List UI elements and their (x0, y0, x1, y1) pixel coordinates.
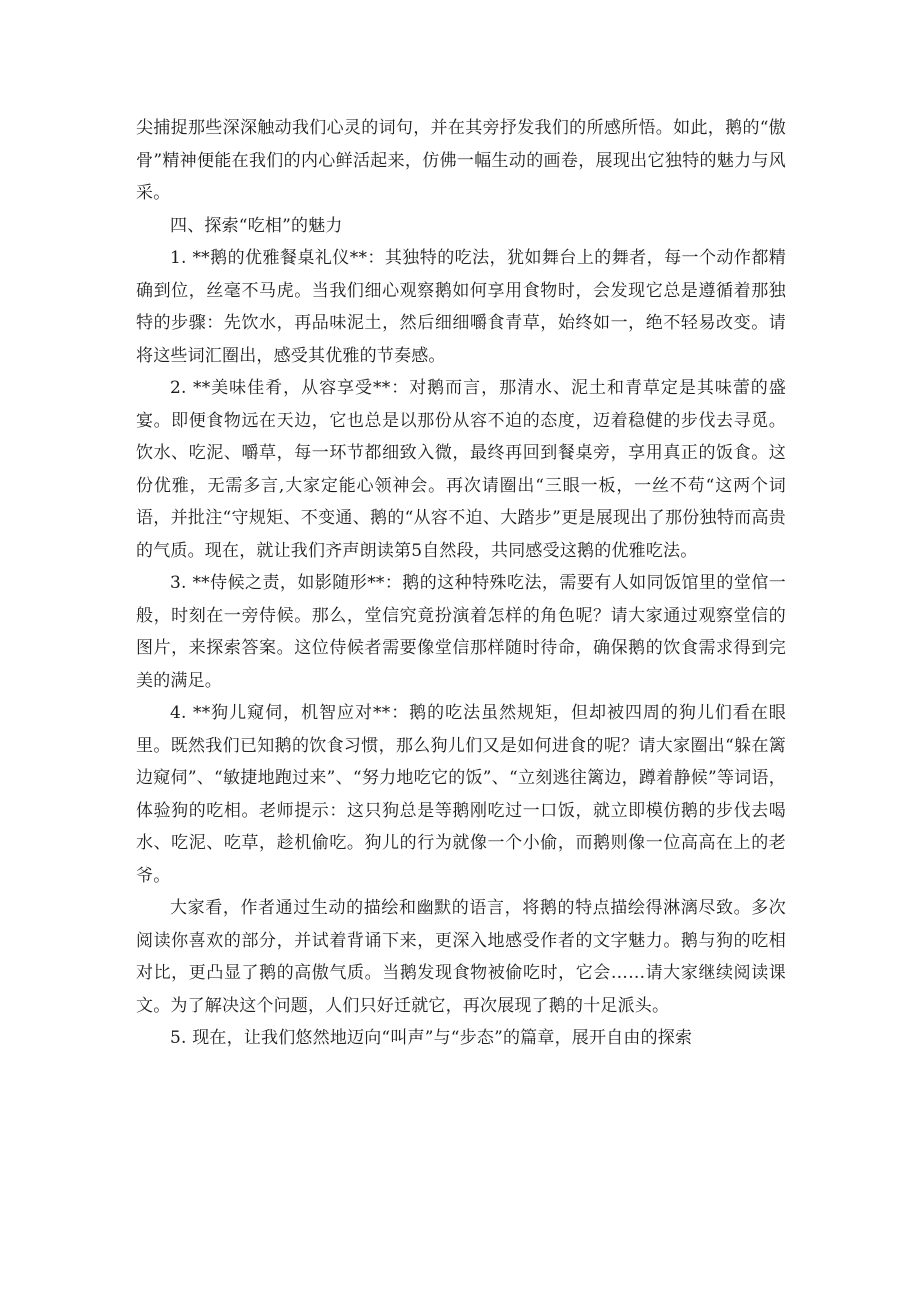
paragraph-item-1: 1. **鹅的优雅餐桌礼仪**：其独特的吃法，犹如舞台上的舞者，每一个动作都精确到位，丝毫不马虎。当我们细心观察鹅如何享用食物时，会发现它总是遵循着那独特的步骤：先饮水，再品味泥土，然后细细嚼食青草，始终如一，绝不轻易改变。请将这些词汇圈出，感受其优雅的节奏感。 (136, 248, 786, 366)
paragraph-item-4: 4. **狗儿窥伺，机智应对**：鹅的吃法虽然规矩，但却被四周的狗儿们看在眼里。既然我们已知鹅的饮食习惯，那么狗儿们又是如何进食的呢？请大家圈出“躲在篱边窥伺”、“敏捷地跑过来”、“努力地吃它的饭”、“立刻逃往篱边，蹲着静候”等词语，体验狗的吃相。老师提示：这只狗总是等鹅刚吃过一口饭，就立即模仿鹅的步伐去喝水、吃泥、吃草，趁机偷吃。狗儿的行为就像一个小偷，而鹅则像一位高高在上的老爷。 (136, 703, 786, 886)
section-heading: 四、探索“吃相”的魅力 (170, 215, 343, 236)
paragraph-item-3: 3. **侍候之责，如影随形**：鹅的这种特殊吃法，需要有人如同饭馆里的堂倌一般，时刻在一旁侍候。那么，堂信究竟扮演着怎样的角色呢？请大家通过观察堂信的图片，来探索答案。这位侍候者需要像堂信那样随时待命，确保鹅的饮食需求得到完美的满足。 (136, 573, 786, 691)
document-body (136, 112, 786, 1055)
paragraph-item-2: 2. **美味佳肴，从容享受**：对鹅而言，那清水、泥土和青草定是其味蕾的盛宴。即便食物远在天边，它也总是以那份从容不迫的态度，迈着稳健的步伐去寻觅。饮水、吃泥、嚼草，每一环节都细致入微，最终再回到餐桌旁，享用真正的饭食。这份优雅，无需多言,大家定能心领神会。再次请圈出“三眼一板，一丝不苟“这两个词语，并批注“守规矩、不变通、鹅的“从容不迫、大踏步”更是展现出了那份独特而高贵的气质。现在，就让我们齐声朗读第5自然段，共同感受这鹅的优雅吃法。 (136, 378, 786, 561)
paragraph-item-5: 5. 现在，让我们悠然地迈向“叫声”与“步态”的篇章，展开自由的探索 (170, 1028, 693, 1048)
paragraph-summary: 大家看，作者通过生动的描绘和幽默的语言，将鹅的特点描绘得淋漓尽致。多次阅读你喜欢的部分，并试着背诵下来，更深入地感受作者的文字魅力。鹅与狗的吃相对比，更凸显了鹅的高傲气质。当鹅发现食物被偷吃时，它会……请大家继续阅读课文。为了解决这个问题，人们只好迁就它，再次展现了鹅的十足派头。 (136, 898, 786, 1016)
paragraph-continued: 尖捕捉那些深深触动我们心灵的词句，并在其旁抒发我们的所感所悟。如此，鹅的“傲骨”精神便能在我们的内心鲜活起来，仿佛一幅生动的画卷，展现出它独特的魅力与风采。 (136, 118, 786, 203)
